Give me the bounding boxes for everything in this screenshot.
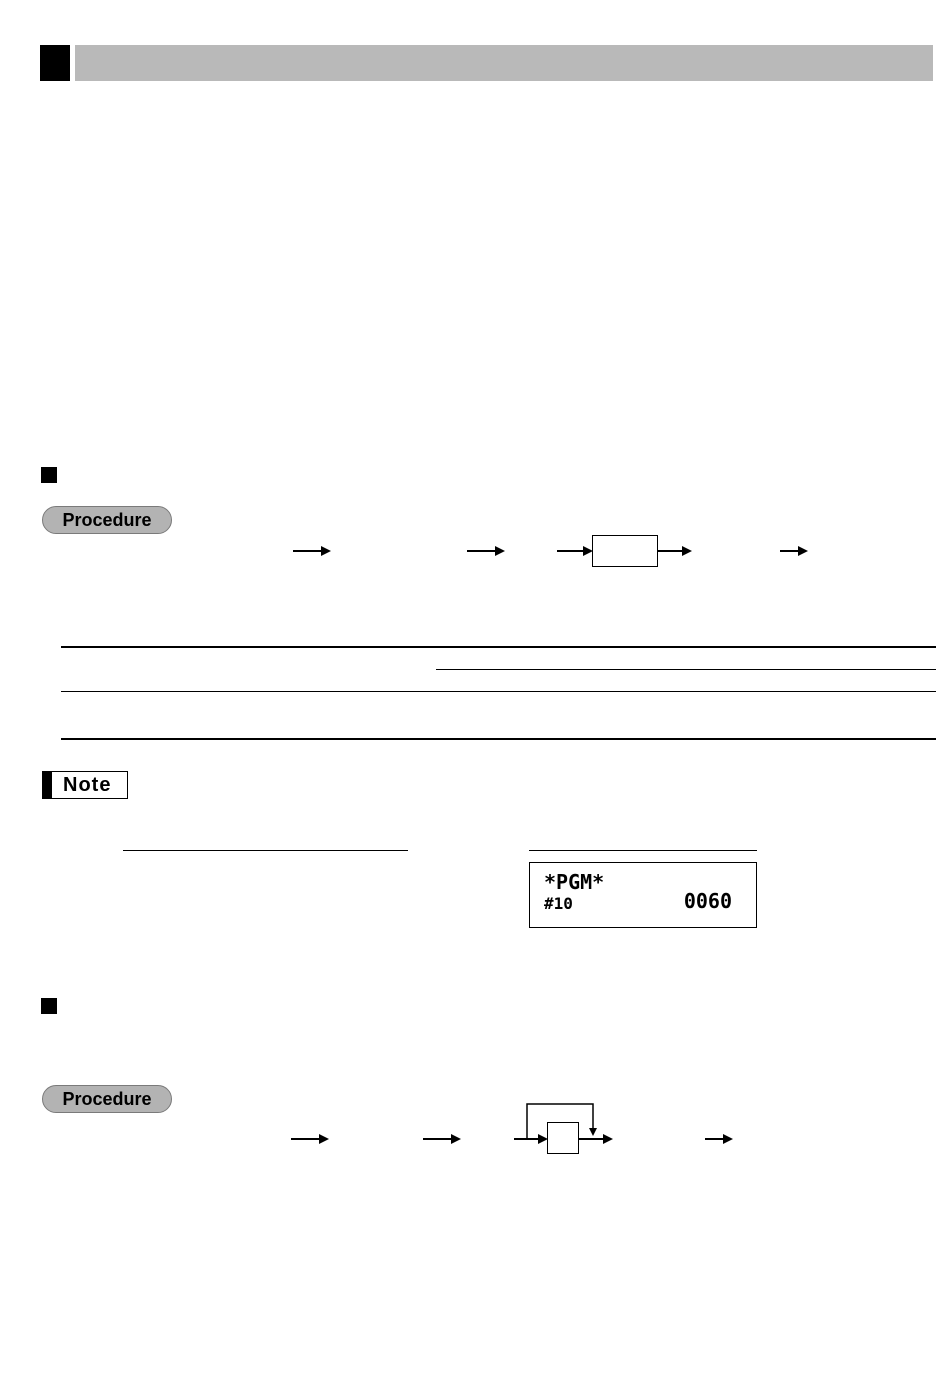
display-line-2-value: 0060: [683, 889, 732, 913]
flow-arrow: [467, 546, 505, 556]
section-header-bar: [75, 45, 933, 81]
flow-arrow: [423, 1134, 461, 1144]
repeat-loop-arrow: [520, 1100, 600, 1140]
flow-arrow: [293, 546, 331, 556]
section-marker-block: [40, 45, 70, 81]
flow-arrow: [557, 546, 593, 556]
flow-arrow: [291, 1134, 329, 1144]
table-bottom-rule: [61, 738, 936, 740]
procedure-label-2: Procedure: [42, 1085, 172, 1113]
note-badge-bar: [43, 772, 52, 798]
procedure-label-1: Procedure: [42, 506, 172, 534]
key-box: [592, 535, 658, 567]
subsection-bullet-1: [41, 467, 57, 483]
table-header-rule: [61, 691, 936, 692]
print-sample-rule: [123, 850, 408, 851]
table-header-subrule: [436, 669, 936, 670]
display-sample-rule: [529, 850, 757, 851]
display-line-2-left: #10: [544, 894, 573, 913]
flow-arrow: [705, 1134, 733, 1144]
table-top-rule: [61, 646, 936, 648]
display-line-1: *PGM*: [544, 870, 605, 894]
note-label: Note: [63, 774, 112, 796]
note-badge: [42, 771, 128, 799]
flow-arrow: [658, 546, 692, 556]
display-sample: [529, 862, 757, 928]
flow-arrow: [780, 546, 808, 556]
subsection-bullet-2: [41, 998, 57, 1014]
